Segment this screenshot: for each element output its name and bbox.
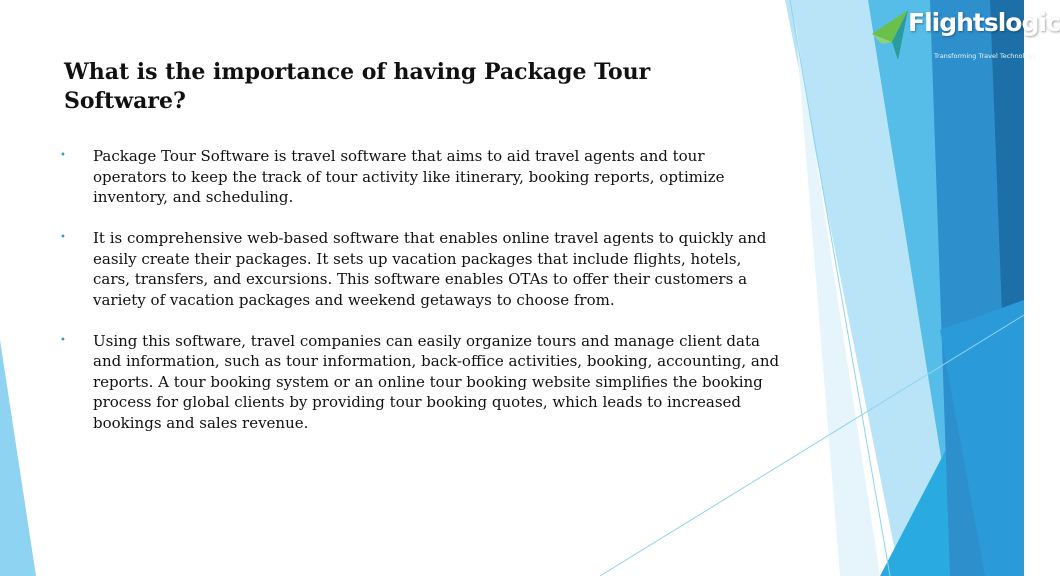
brand-logo: [868, 6, 1060, 64]
list-item: [60, 146, 780, 208]
plane-icon: [870, 8, 910, 62]
bullet-icon: •: [60, 334, 66, 346]
bullet-text: Using this software, travel companies can easily organize tours and manage client data and information, such as tour information, back-office activities, booking, accounting, and reports. A tour booking system or an online tour booking website simplifies the booking process for global clients by providing tour booking quotes, which leads to increased bookings and sales revenue.: [93, 331, 780, 432]
bullet-list: [60, 146, 780, 433]
bullet-text: Package Tour Software is travel software that aims to aid travel agents and tour operators to keep the track of tour activity like itinerary, booking reports, optimize inventory, and scheduling.: [93, 147, 725, 206]
logo-tagline: Transforming Travel Technology: [934, 52, 1037, 60]
left-accent-strip: [0, 340, 36, 576]
bullet-text: It is comprehensive web-based software that enables online travel agents to quickly and easily create their packages. It sets up vacation packages that include flights, hotels, cars, transfers, and excursions. This software enables OTAs to offer their customers a variety of vacation packages and weekend getaways to choose from.: [93, 229, 767, 309]
bullet-icon: •: [60, 150, 66, 161]
slide-title: What is the importance of having Package Tour Software?: [64, 59, 651, 114]
logo-wordmark: Flightslogic: [908, 8, 1060, 37]
list-item: [60, 331, 780, 434]
bullet-icon: •: [60, 232, 66, 243]
list-item: [60, 228, 780, 310]
